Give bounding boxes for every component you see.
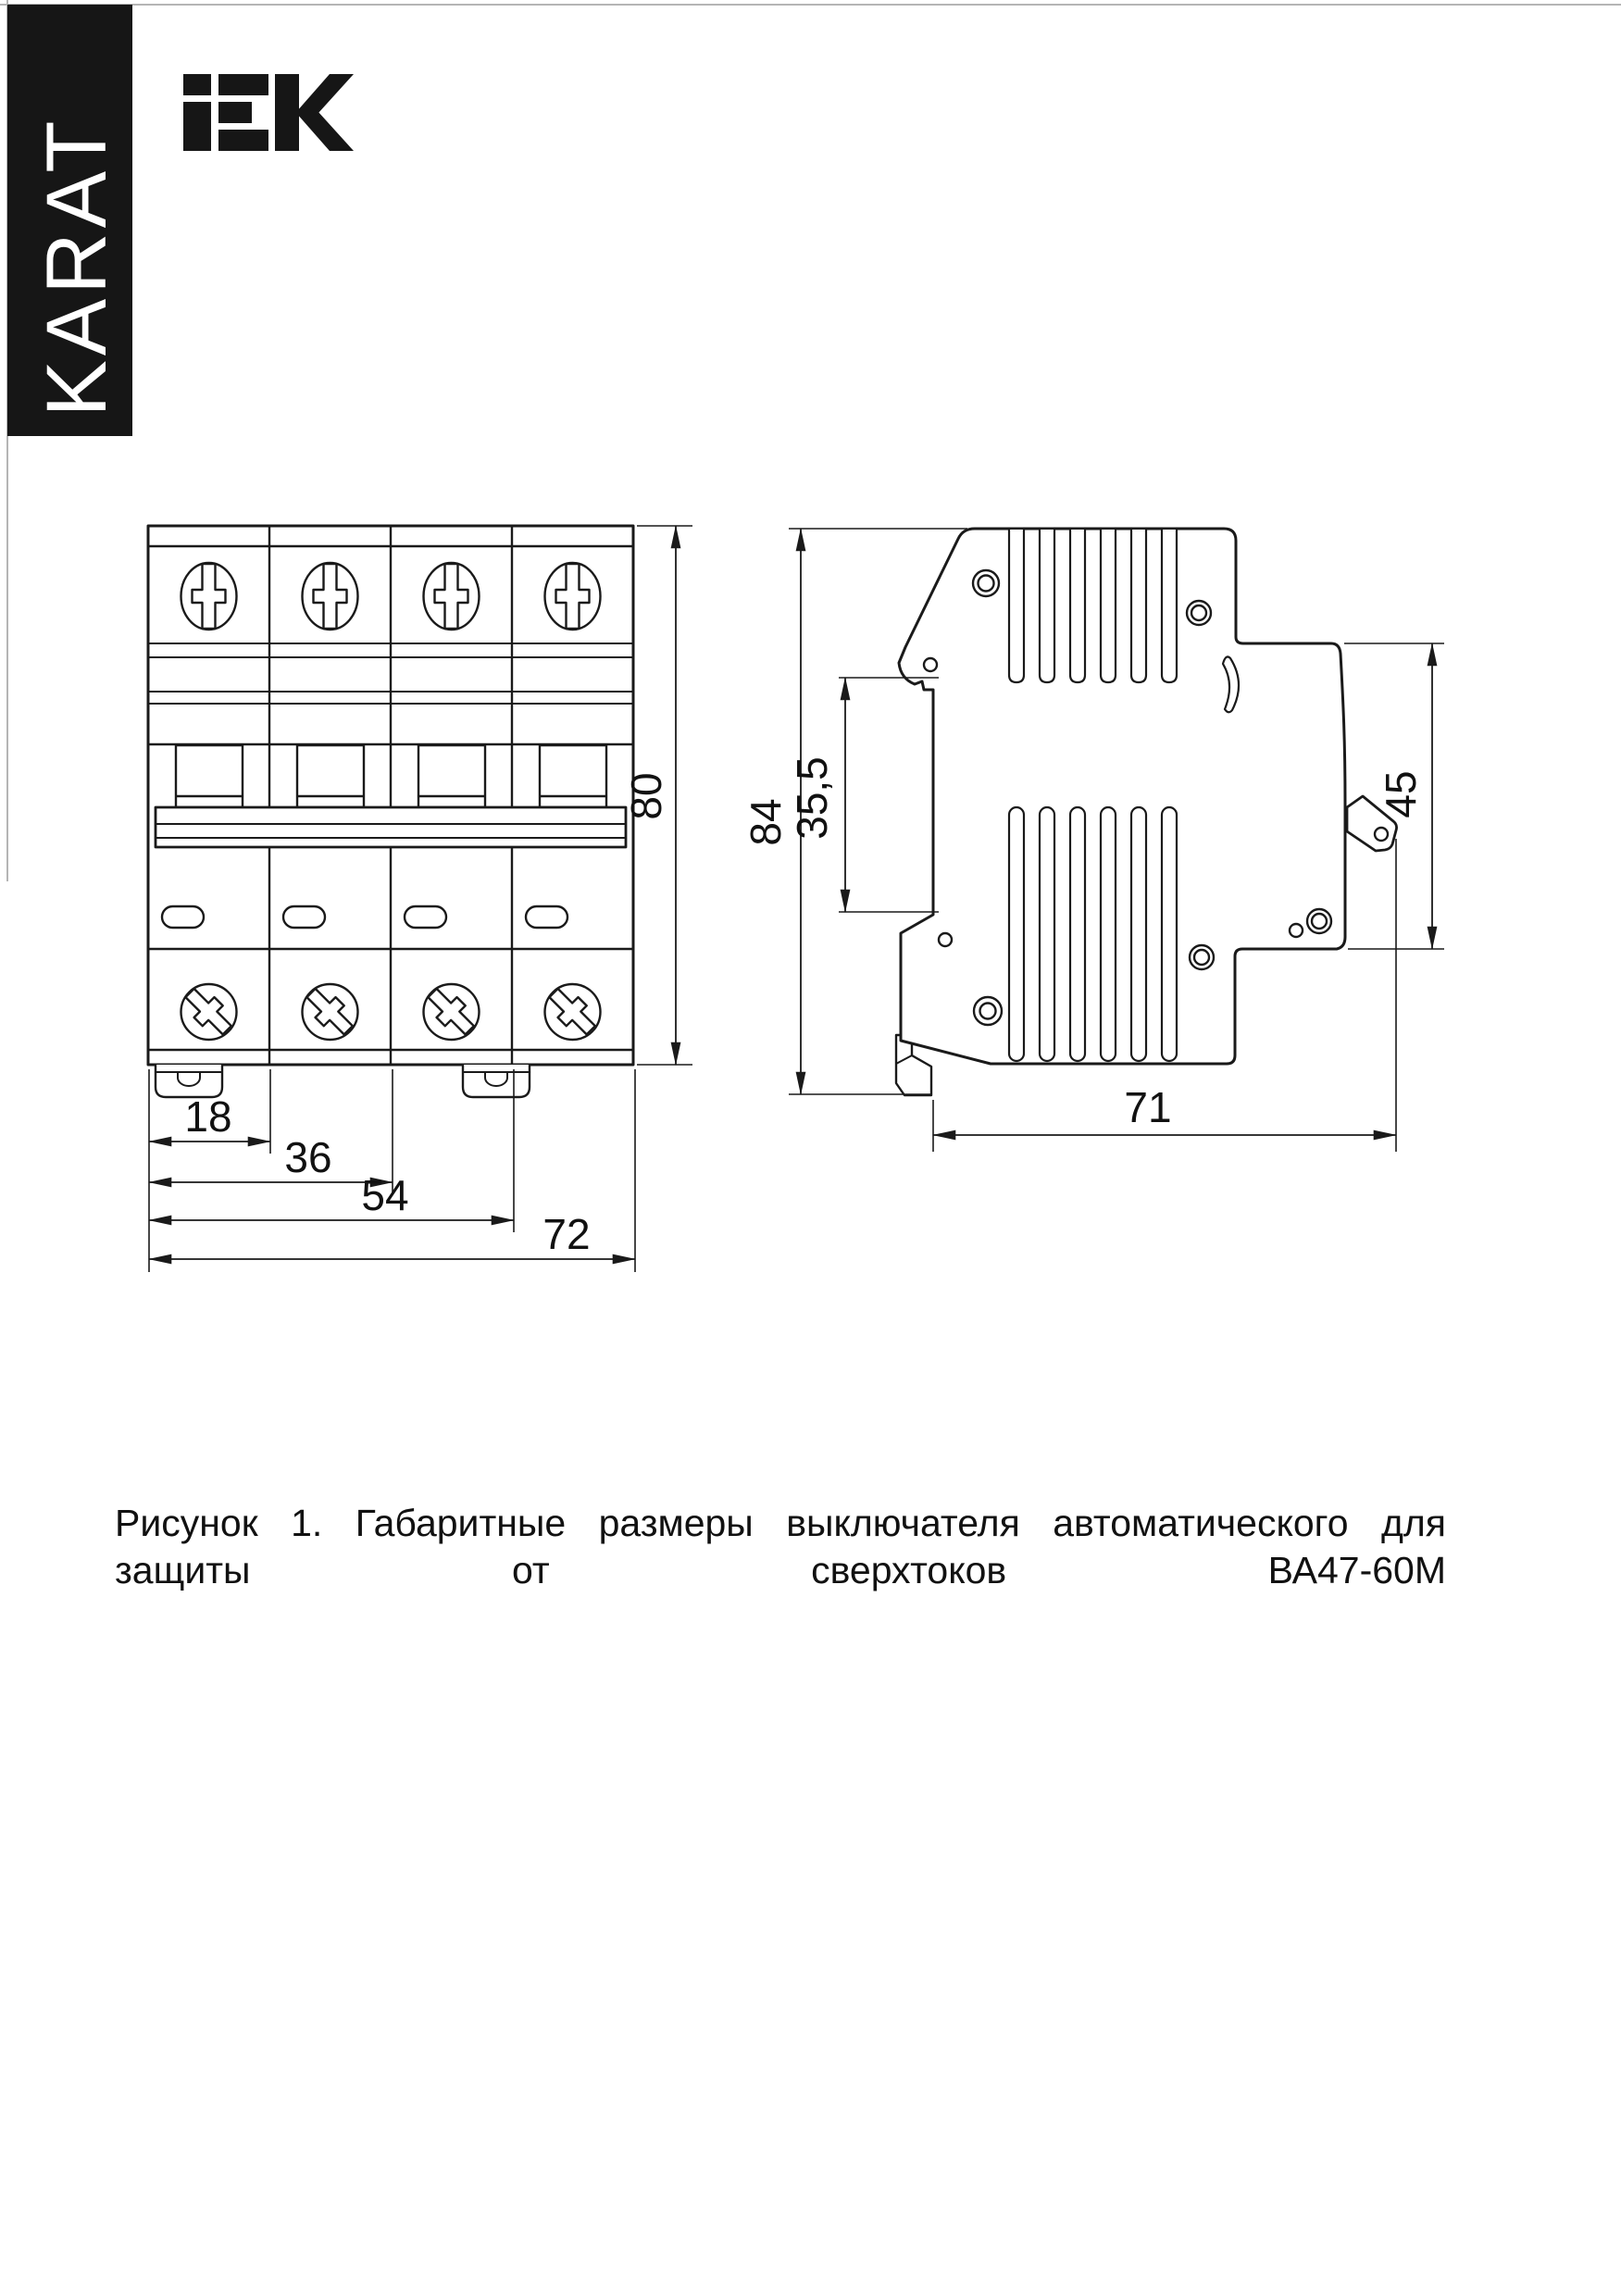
handle-crossbar [156,807,626,847]
dim-label-45: 45 [1377,770,1425,818]
dim-label-84: 84 [742,798,790,846]
iek-logo-e-bar [218,74,268,95]
dim-label-72: 72 [542,1210,591,1258]
dim-label-36: 36 [284,1133,332,1181]
breaker-side-view [896,529,1397,1095]
iek-logo-i-dot [183,74,211,95]
dim-label-18: 18 [184,1092,232,1141]
dim-label-71: 71 [1124,1083,1172,1131]
dim-label-35-5: 35,5 [788,756,836,840]
iek-logo-k-stem [275,74,299,151]
iek-logo-e-bar [218,130,268,151]
breaker-front-view [148,526,633,1097]
iek-logo-i-stem [183,102,211,151]
figure-caption: Рисунок 1. Габаритные размеры выключателя автоматического для защиты от сверхтоков ВА47-60М [115,1502,1446,1592]
iek-logo [183,74,354,151]
dim-label-54: 54 [361,1171,409,1219]
dim-label-80: 80 [622,772,670,820]
iek-logo-e-bar [218,102,252,123]
karat-brand-label: KARAT [30,116,124,418]
side-body-outline [899,529,1345,1064]
iek-logo-k-arm [296,102,354,151]
